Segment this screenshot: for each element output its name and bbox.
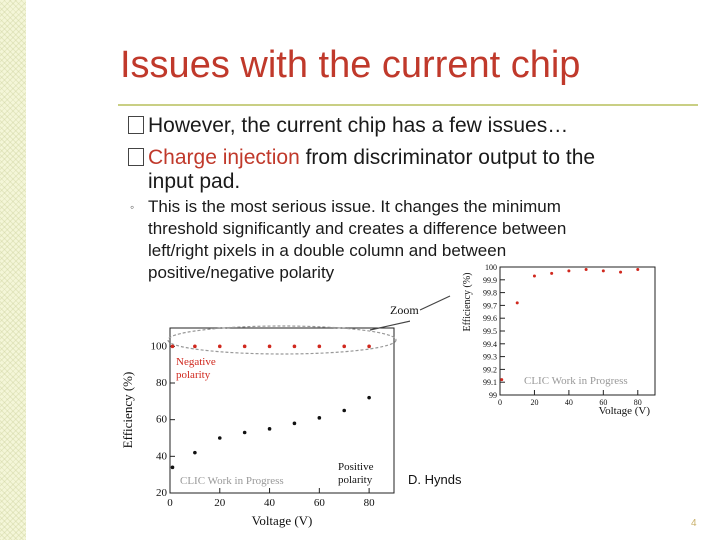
decorative-stripe bbox=[0, 0, 26, 540]
bullet-box-icon bbox=[128, 148, 144, 166]
y-tick-label: 99.5 bbox=[483, 327, 497, 336]
positive-polarity-label-line2: polarity bbox=[338, 474, 373, 486]
data-point bbox=[636, 268, 639, 271]
bullet-2-highlight: Charge injection bbox=[148, 146, 300, 169]
data-point bbox=[193, 345, 197, 349]
zoom-label: Zoom bbox=[390, 303, 419, 317]
bullet-2-text: from discriminator output to the bbox=[299, 146, 596, 169]
data-point bbox=[550, 272, 553, 275]
y-tick-label: 99.8 bbox=[483, 288, 497, 298]
x-tick-label: 20 bbox=[214, 497, 226, 509]
credit-text: D. Hynds bbox=[408, 472, 462, 487]
x-tick-label: 80 bbox=[633, 398, 642, 407]
x-tick-label: 60 bbox=[313, 497, 325, 509]
y-tick-label: 99.4 bbox=[483, 339, 497, 349]
x-tick-label: 0 bbox=[167, 497, 173, 509]
y-tick-label: 80 bbox=[156, 377, 167, 389]
data-point bbox=[268, 345, 272, 349]
bullet-2-continuation: input pad. bbox=[148, 170, 241, 193]
data-point bbox=[268, 427, 272, 431]
data-point bbox=[218, 345, 222, 349]
zoom-highlight-ellipse bbox=[168, 326, 396, 354]
y-tick-label: 99.3 bbox=[483, 352, 497, 362]
negative-polarity-label-line2: polarity bbox=[176, 369, 211, 381]
y-tick-label: 99.1 bbox=[483, 378, 497, 388]
data-point bbox=[533, 274, 536, 277]
data-point bbox=[318, 345, 322, 349]
x-tick-label: 60 bbox=[599, 398, 608, 407]
data-point bbox=[342, 345, 346, 349]
inset-x-axis-label: Voltage (V) bbox=[598, 405, 650, 417]
y-tick-label: 20 bbox=[156, 487, 167, 499]
data-point bbox=[243, 345, 247, 349]
data-point bbox=[171, 466, 175, 470]
main-clic-watermark: CLIC Work in Progress bbox=[180, 475, 284, 487]
x-tick-label: 80 bbox=[363, 497, 375, 509]
data-point bbox=[516, 301, 519, 304]
bullet-1 bbox=[128, 114, 568, 138]
sub-bullet-marker: ◦ bbox=[130, 200, 135, 214]
inset-clic-watermark: CLIC Work in Progress bbox=[524, 375, 628, 387]
slide-title: Issues with the current chip bbox=[120, 44, 581, 86]
x-tick-label: 20 bbox=[530, 398, 539, 407]
sub-bullet-text: This is the most serious issue. It changes the minimum threshold significantly and creates a difference between left/right pixels in a double column and between positive/negative polarity bbox=[148, 197, 567, 282]
x-tick-label: 0 bbox=[498, 398, 502, 407]
bullet-2 bbox=[128, 146, 595, 170]
zoom-inset-chart bbox=[460, 262, 670, 422]
main-y-axis-label: Efficiency (%) bbox=[120, 371, 135, 449]
negative-polarity-label-line1: Negative bbox=[176, 356, 216, 368]
data-point bbox=[171, 345, 175, 349]
y-tick-label: 100 bbox=[485, 263, 497, 272]
data-point bbox=[293, 422, 297, 426]
y-tick-label: 99.6 bbox=[483, 314, 497, 324]
y-tick-label: 40 bbox=[156, 450, 167, 463]
x-tick-label: 40 bbox=[564, 398, 573, 407]
zoom-arrow-tail bbox=[420, 296, 450, 310]
data-point bbox=[218, 436, 222, 440]
data-point bbox=[367, 396, 371, 400]
y-tick-label: 99.2 bbox=[483, 365, 497, 375]
zoom-label-layer bbox=[120, 296, 420, 316]
y-tick-label: 99 bbox=[489, 391, 497, 400]
data-point bbox=[243, 431, 247, 435]
data-point bbox=[567, 269, 570, 272]
data-point bbox=[585, 268, 588, 271]
y-tick-label: 99.7 bbox=[483, 301, 497, 311]
inset-y-axis-label: Efficiency (%) bbox=[462, 272, 473, 332]
page-number: 4 bbox=[691, 518, 697, 529]
y-tick-label: 100 bbox=[150, 340, 167, 353]
x-tick-label: 40 bbox=[264, 497, 276, 509]
positive-polarity-label-line1: Positive bbox=[338, 461, 374, 473]
data-point bbox=[500, 378, 503, 381]
bullet-box-icon bbox=[128, 116, 144, 134]
data-point bbox=[367, 345, 371, 349]
title-underline bbox=[118, 104, 698, 106]
data-point bbox=[318, 416, 322, 420]
main-x-axis-label: Voltage (V) bbox=[251, 513, 313, 528]
main-efficiency-chart bbox=[120, 310, 410, 530]
data-point bbox=[342, 409, 346, 413]
data-point bbox=[619, 271, 622, 274]
y-tick-label: 60 bbox=[156, 413, 167, 426]
bullet-1-text: However, the current chip has a few issues… bbox=[148, 114, 569, 137]
data-point bbox=[293, 345, 297, 349]
data-point bbox=[602, 269, 605, 272]
data-point bbox=[193, 451, 197, 455]
y-tick-label: 99.9 bbox=[483, 275, 497, 285]
